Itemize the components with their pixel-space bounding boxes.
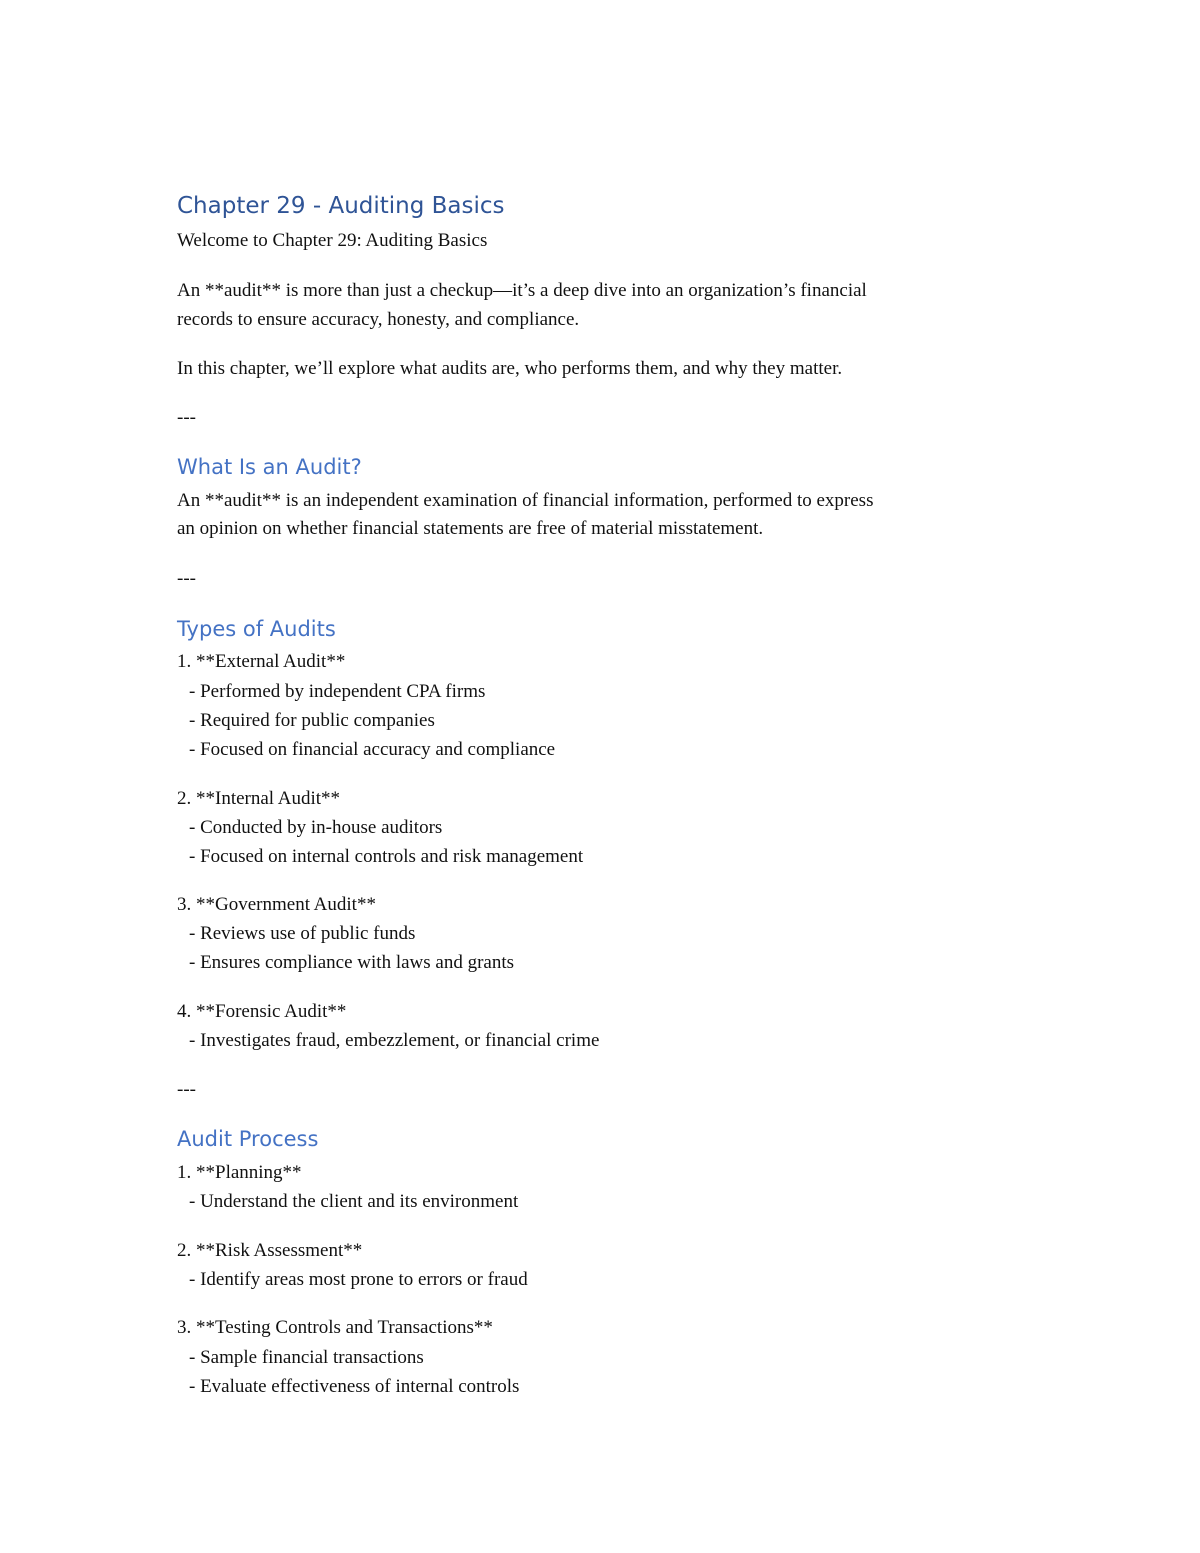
- audit-type-title: 4. **Forensic Audit**: [177, 1001, 347, 1022]
- section-divider-1: ---: [177, 407, 196, 428]
- audit-type-title: 2. **Internal Audit**: [177, 788, 341, 809]
- process-step-title: 1. **Planning**: [177, 1162, 302, 1183]
- section-heading-what-is-audit: What Is an Audit?: [177, 455, 362, 479]
- audit-type-title: 1. **External Audit**: [177, 651, 346, 672]
- process-step-point: - Understand the client and its environment: [189, 1191, 519, 1212]
- what-is-audit-line-1: An **audit** is an independent examination of financial information, performed to express: [177, 490, 874, 511]
- section-heading-audit-process: Audit Process: [177, 1127, 319, 1151]
- section-divider-3: ---: [177, 1079, 196, 1100]
- document-page: [177, 0, 1027, 1553]
- intro-paragraph-2: In this chapter, we’ll explore what audits are, who performs them, and why they matter.: [177, 358, 843, 379]
- section-heading-types-of-audits: Types of Audits: [177, 617, 336, 641]
- section-divider-2: ---: [177, 568, 196, 589]
- process-step-point: - Sample financial transactions: [189, 1347, 424, 1368]
- audit-type-point: - Performed by independent CPA firms: [189, 681, 486, 702]
- audit-type-point: - Investigates fraud, embezzlement, or financial crime: [189, 1030, 600, 1051]
- audit-type-point: - Focused on financial accuracy and compliance: [189, 739, 556, 760]
- audit-type-title: 3. **Government Audit**: [177, 894, 376, 915]
- intro-paragraph-line-2: records to ensure accuracy, honesty, and compliance.: [177, 309, 580, 330]
- process-step-point: - Identify areas most prone to errors or fraud: [189, 1269, 528, 1290]
- process-step-title: 2. **Risk Assessment**: [177, 1240, 363, 1261]
- process-step-title: 3. **Testing Controls and Transactions**: [177, 1317, 493, 1338]
- intro-paragraph-line-1: An **audit** is more than just a checkup—it’s a deep dive into an organization’s financial: [177, 280, 867, 301]
- chapter-title: Chapter 29 - Auditing Basics: [177, 193, 505, 219]
- welcome-text: Welcome to Chapter 29: Auditing Basics: [177, 230, 488, 251]
- audit-type-point: - Focused on internal controls and risk management: [189, 846, 584, 867]
- audit-type-point: - Required for public companies: [189, 710, 435, 731]
- what-is-audit-line-2: an opinion on whether financial statements are free of material misstatement.: [177, 518, 764, 539]
- audit-type-point: - Conducted by in-house auditors: [189, 817, 443, 838]
- audit-type-point: - Ensures compliance with laws and grants: [189, 952, 515, 973]
- audit-type-point: - Reviews use of public funds: [189, 923, 416, 944]
- process-step-point: - Evaluate effectiveness of internal controls: [189, 1376, 520, 1397]
